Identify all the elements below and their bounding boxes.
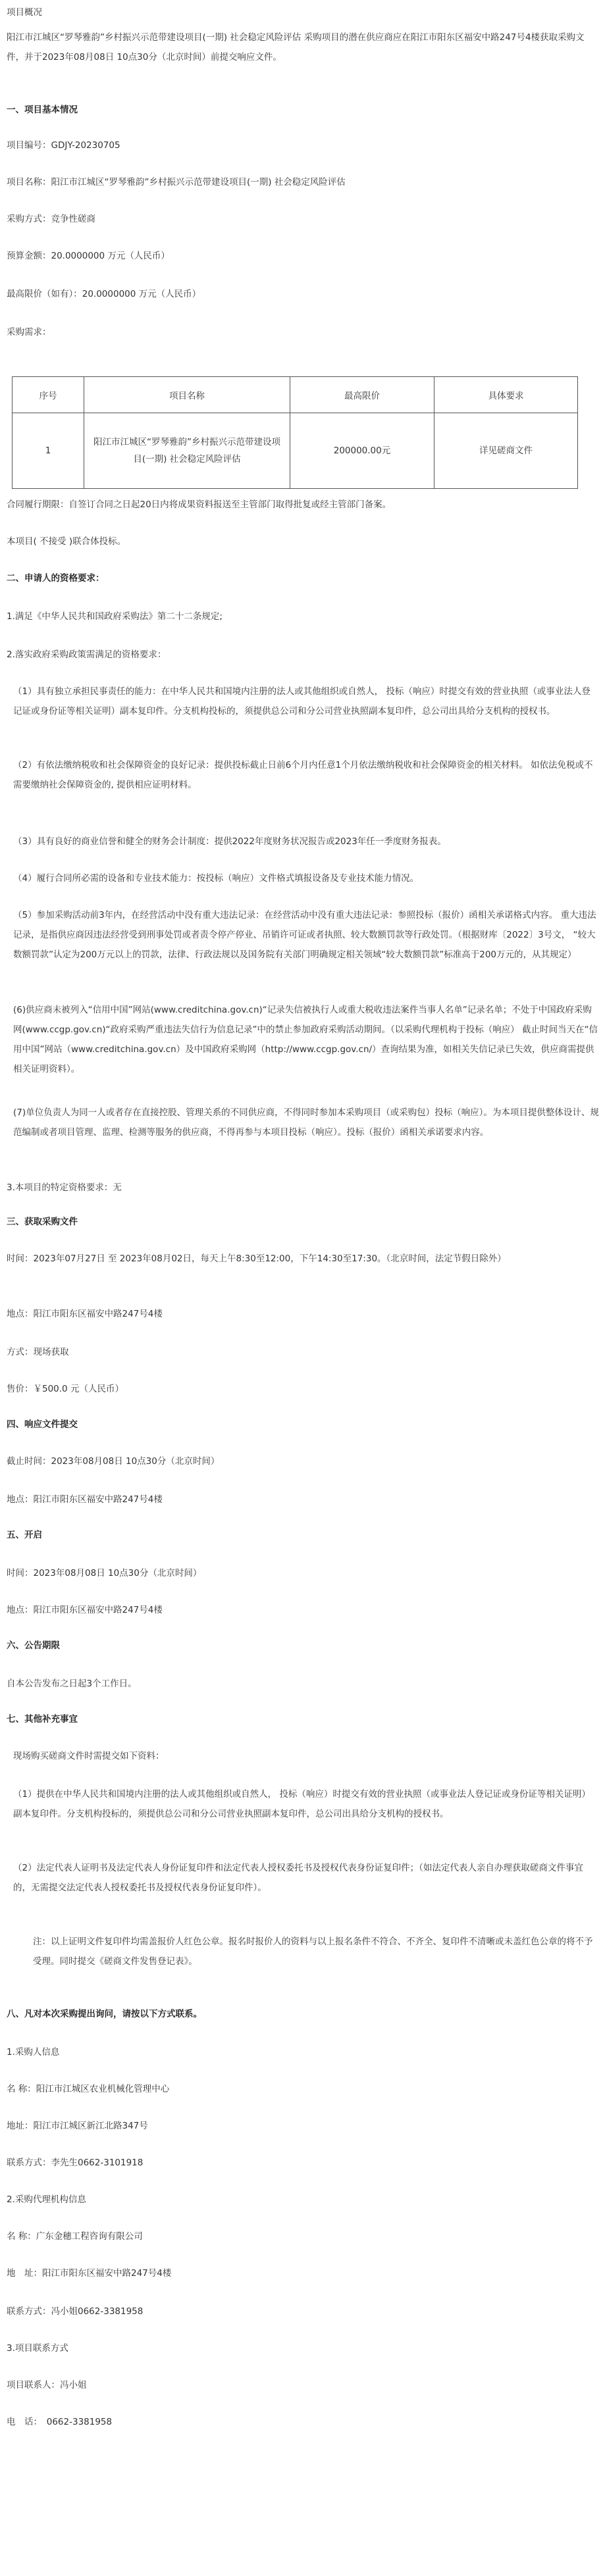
acquisition-place: 地点：阳江市阳东区福安中路247号4楼 (7, 1309, 163, 1319)
qualification-3: 3.本项目的特定资格要求：无 (7, 1182, 122, 1193)
purchaser-contact: 联系方式：李先生0662-3101918 (7, 2158, 144, 2168)
section-1-heading: 一、项目基本情况 (7, 105, 78, 115)
purchaser-name: 名 称：阳江市江城区农业机械化管理中心 (7, 2084, 170, 2094)
requirements-table (12, 376, 578, 489)
project-contact-title: 3.项目联系方式 (7, 2343, 68, 2354)
table-row (13, 413, 578, 489)
project-name: 项目名称：阳江市江城区“罗琴雅韵”乡村振兴示范带建设项目(一期) 社会稳定风险评估 (7, 177, 346, 188)
qualification-2-1: （1）具有独立承担民事责任的能力：在中华人民共和国境内注册的法人或其他组织或自然人， 投标（响应）时提交有效的营业执照（或事业法人登记证或身份证等相关证明）副本复印件。分支机构投标的，须提供总公司和分公司营业执照副本复印件，总公司出具给分支机构的授权书。 (13, 686, 591, 717)
table-header-row (13, 377, 578, 413)
section-3-heading: 三、获取采购文件 (7, 1217, 78, 1227)
acquisition-time: 时间：2023年07月27日 至 2023年08月02日，每天上午8:30至12:00，下午14:30至17:30。（北京时间，法定节假日除外） (7, 1253, 506, 1264)
submission-deadline: 截止时间：2023年08月08日 10点30分（北京时间） (7, 1456, 220, 1467)
supplement-item-1: （1）提供在中华人民共和国境内注册的法人或其他组织或自然人， 投标（响应）时提交有效的营业执照（或事业法人登记证或身份证等相关证明）副本复印件。分支机构投标的，须提供总公司和分公司营业执照副本复印件，总公司出具给分支机构的授权书。 (13, 1789, 591, 1819)
agency-name: 名 称：广东金穗工程咨询有限公司 (7, 2231, 143, 2242)
max-price: 最高限价（如有）：20.0000000 万元（人民币） (7, 289, 201, 299)
section-6-heading: 六、公告期限 (7, 1640, 60, 1651)
table-cell: 1 (13, 413, 84, 489)
contract-period: 合同履行期限：自签订合同之日起20日内将成果资料报送至主管部门取得批复或经主管部门备案。 (7, 499, 392, 510)
notice-period: 自本公告发布之日起3个工作日。 (7, 1679, 137, 1689)
project-contact-person: 项目联系人：冯小姐 (7, 2380, 87, 2390)
section-4-heading: 四、响应文件提交 (7, 1419, 78, 1430)
table-cell: 200000.00元 (290, 413, 434, 489)
overview-text: 阳江市江城区“罗琴雅韵”乡村振兴示范带建设项目(一期) 社会稳定风险评估 采购项目的潜在供应商应在阳江市阳东区福安中路247号4楼获取采购文件，并于2023年08月08日 10点30分（北京时间）前提交响应文件。 (7, 32, 585, 63)
consortium-note: 本项目( 不接受 )联合体投标。 (7, 536, 126, 547)
qualification-2: 2.落实政府采购政策需满足的资格要求： (7, 649, 167, 660)
supplement-item-2: （2）法定代表人证明书及法定代表人身份证复印件和法定代表人授权委托书及授权代表身份证复印件；（如法定代表人亲自办理获取磋商文件事宜的，无需提交法定代表人授权委托书及授权代表身份证复印件）。 (13, 1863, 583, 1893)
section-5-heading: 五、开启 (7, 1530, 42, 1540)
qualification-2-5: （5）参加采购活动前3年内，在经营活动中没有重大违法记录：在经营活动中没有重大违法记录：参照投标（报价）函相关承诺格式内容。 重大违法记录，是指供应商因违法经营受到刑事处罚或者责令停产停业、吊销许可证或者执照、较大数额罚款等行政处罚。（根据财库〔2022〕3号文， “较大数额罚款”认定为200万元以上的罚款，法律、行政法规以及国务院有关部门明确规定相关领域“较大数额罚款”标准高于200万元的，从其规定） (13, 910, 596, 960)
section-2-heading: 二、申请人的资格要求： (7, 573, 105, 584)
qualification-2-7: (7)单位负责人为同一人或者存在直接控股、管理关系的不同供应商，不得同时参加本采购项目（或采购包）投标（响应）。为本项目提供整体设计、规范编制或者项目管理、监理、检测等服务的供应商，不得再参与本项目投标（响应）。投标（报价）函相关承诺要求内容。 (13, 1107, 599, 1138)
submission-place: 地点：阳江市阳东区福安中路247号4楼 (7, 1494, 163, 1505)
acquisition-way: 方式：现场获取 (7, 1347, 69, 1357)
table-cell: 阳江市江城区“罗琴雅韵”乡村振兴示范带建设项目(一期) 社会稳定风险评估 (84, 413, 290, 489)
supplement-intro: 现场购买磋商文件时需提交如下资料： (13, 1751, 165, 1761)
agency-address: 地 址：阳江市阳东区福安中路247号4楼 (7, 2268, 172, 2279)
qualification-2-4: （4）履行合同所必需的设备和专业技术能力：按投标（响应）文件格式填报设备及专业技术能力情况。 (13, 873, 419, 884)
supplement-note: 注：以上证明文件复印件均需盖报价人红色公章。报名时报价人的资料与以上报名条件不符合、不齐全、复印件不清晰或未盖红色公章的将不予受理。同时提交《磋商文件发售登记表》。 (33, 1936, 593, 1967)
procurement-method: 采购方式：竞争性磋商 (7, 214, 95, 224)
project-contact-phone: 电 话： 0662-3381958 (7, 2417, 113, 2427)
overview-heading: 项目概况 (7, 7, 42, 18)
opening-place: 地点：阳江市阳东区福安中路247号4楼 (7, 1605, 163, 1615)
budget-amount: 预算金额：20.0000000 万元（人民币） (7, 251, 170, 261)
purchaser-info-title: 1.采购人信息 (7, 2047, 60, 2058)
table-header-cell: 具体要求 (434, 377, 578, 413)
project-number: 项目编号：GDJY-20230705 (7, 140, 120, 151)
document-price: 售价：￥500.0 元（人民币） (7, 1384, 124, 1394)
agency-info-title: 2.采购代理机构信息 (7, 2194, 86, 2205)
qualification-2-6: (6)供应商未被列入“信用中国”网站(www.creditchina.gov.cn)“记录失信被执行人或重大税收违法案件当事人名单”记录名单；不处于中国政府采购网(www.ccgp.gov.cn)“政府采购严重违法失信行为信息记录”中的禁止参加政府采购活动期间。（以采购代理机构于投标（响应） 截止时间当天在“信用中国”网站（www.creditchina.gov.cn）及中国政府采购网（http://www.ccgp.gov.cn/）查询结果为准，如相关失信记录已失效，供应商需提供相关证明资料）。 (13, 1005, 598, 1074)
qualification-2-3: （3）具有良好的商业信誉和健全的财务会计制度：提供2022年度财务状况报告或2023年任一季度财务报表。 (13, 836, 446, 847)
table-header-cell: 项目名称 (84, 377, 290, 413)
section-8-heading: 八、凡对本次采购提出询问，请按以下方式联系。 (7, 2009, 202, 2019)
purchaser-address: 地址：阳江市江城区新江北路347号 (7, 2121, 148, 2131)
agency-contact: 联系方式：冯小姐0662-3381958 (7, 2306, 144, 2317)
requirements-label: 采购需求： (7, 327, 51, 338)
qualification-2-2: （2）有依法缴纳税收和社会保障资金的良好记录：提供投标截止日前6个月内任意1个月依法缴纳税收和社会保障资金的相关材料。 如依法免税或不需要缴纳社会保障资金的, 提供相应证明材料。 (13, 760, 593, 790)
opening-time: 时间：2023年08月08日 10点30分（北京时间） (7, 1568, 202, 1578)
table-cell: 详见磋商文件 (434, 413, 578, 489)
table-header-cell: 序号 (13, 377, 84, 413)
section-7-heading: 七、其他补充事宜 (7, 1714, 78, 1725)
table-header-cell: 最高限价 (290, 377, 434, 413)
qualification-1: 1.满足《中华人民共和国政府采购法》第二十二条规定; (7, 611, 223, 622)
